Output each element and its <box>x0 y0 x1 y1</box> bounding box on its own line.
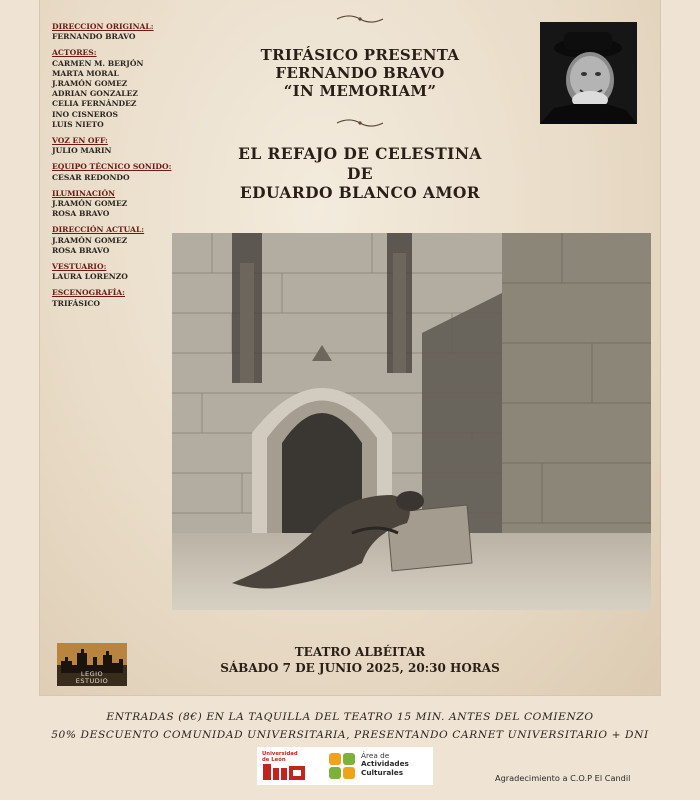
sponsors-panel <box>257 747 433 785</box>
cultural-activities-label <box>361 752 431 777</box>
credits-column <box>52 22 172 315</box>
credit-block <box>52 48 172 130</box>
credit-heading: DIRECCIÓN ACTUAL: <box>52 225 145 235</box>
play-title <box>190 144 530 203</box>
university-name: Universidad de León <box>262 751 298 763</box>
legio-label-line-1: LEGIO <box>80 670 104 678</box>
area-line-3: Culturales <box>361 767 404 777</box>
credit-block <box>52 225 172 256</box>
credit-block <box>52 288 172 308</box>
presenter-line-2: FERNANDO BRAVO <box>275 64 445 82</box>
credit-name: CARMEN M. BERJÓN <box>52 58 144 68</box>
cultural-activities-icon <box>327 751 357 781</box>
legio-estudio-logo <box>57 643 127 686</box>
play-title-line-1: EL REFAJO DE CELESTINA <box>238 144 482 163</box>
credit-block <box>52 136 172 156</box>
play-title-line-3: EDUARDO BLANCO AMOR <box>239 183 481 202</box>
credit-heading: ACTORES: <box>52 48 97 58</box>
credit-name: MARTA MORAL <box>52 68 119 78</box>
legio-label-line-2: ESTUDIO <box>75 677 109 685</box>
credit-name: FERNANDO BRAVO <box>52 32 136 42</box>
legio-label <box>57 671 127 685</box>
venue-name: TEATRO ALBÉITAR <box>294 645 426 659</box>
credit-name: J.RAMÓN GOMEZ <box>52 79 128 89</box>
credit-name: INO CISNEROS <box>52 109 118 119</box>
venue-info <box>190 644 530 676</box>
credit-heading: DIRECCION ORIGINAL: <box>52 22 154 31</box>
area-line-2: Actividades <box>361 759 409 769</box>
play-title-line-2: DE <box>346 163 374 183</box>
ornament-divider-top <box>335 14 385 24</box>
acknowledgement: Agradecimiento a C.O.P El Candil <box>495 773 631 783</box>
credit-name: LUIS NIETO <box>52 119 104 129</box>
credit-block <box>52 189 172 220</box>
credit-name: ROSA BRAVO <box>52 245 110 255</box>
credit-name: CELIA FERNÁNDEZ <box>52 99 137 109</box>
credit-name: CESAR REDONDO <box>52 172 130 182</box>
credit-name: J.RAMÓN GOMEZ <box>52 199 128 209</box>
venue-date: SÁBADO 7 DE JUNIO 2025, 20:30 HORAS <box>220 661 500 675</box>
portrait-photo <box>540 22 637 124</box>
ornament-divider-middle <box>335 118 385 128</box>
area-line-1: Área de <box>361 751 390 760</box>
credit-heading: ILUMINACIÓN <box>52 188 116 198</box>
credit-heading: ESCENOGRAFÍA: <box>52 288 125 298</box>
credit-name: LAURA LORENZO <box>52 272 128 282</box>
discount-line: 50% DESCUENTO COMUNIDAD UNIVERSITARIA, PRESENTANDO CARNET UNIVERSITARIO + DNI <box>51 729 649 741</box>
presenter-title <box>190 46 530 100</box>
presenter-line-1: TRIFÁSICO PRESENTA <box>260 46 460 64</box>
presenter-line-3: “IN MEMORIAM” <box>283 82 437 100</box>
credit-block <box>52 22 172 42</box>
credit-name: ROSA BRAVO <box>52 209 110 219</box>
credit-block <box>52 262 172 282</box>
scene-illustration <box>172 233 651 610</box>
credit-name: ADRIAN GONZALEZ <box>52 89 138 99</box>
credit-heading: VESTUARIO: <box>52 262 107 272</box>
credit-name: J.RAMÓN GOMEZ <box>52 235 128 245</box>
credit-heading: EQUIPO TÉCNICO SONIDO: <box>52 162 172 172</box>
tickets-line: ENTRADAS (8€) EN LA TAQUILLA DEL TEATRO 15 MIN. ANTES DEL COMIENZO <box>106 711 594 723</box>
credit-name: TRIFÁSICO <box>52 298 101 308</box>
credit-block <box>52 162 172 182</box>
credit-name: JULIO MARIN <box>52 146 112 156</box>
credit-heading: VOZ EN OFF: <box>52 136 108 146</box>
